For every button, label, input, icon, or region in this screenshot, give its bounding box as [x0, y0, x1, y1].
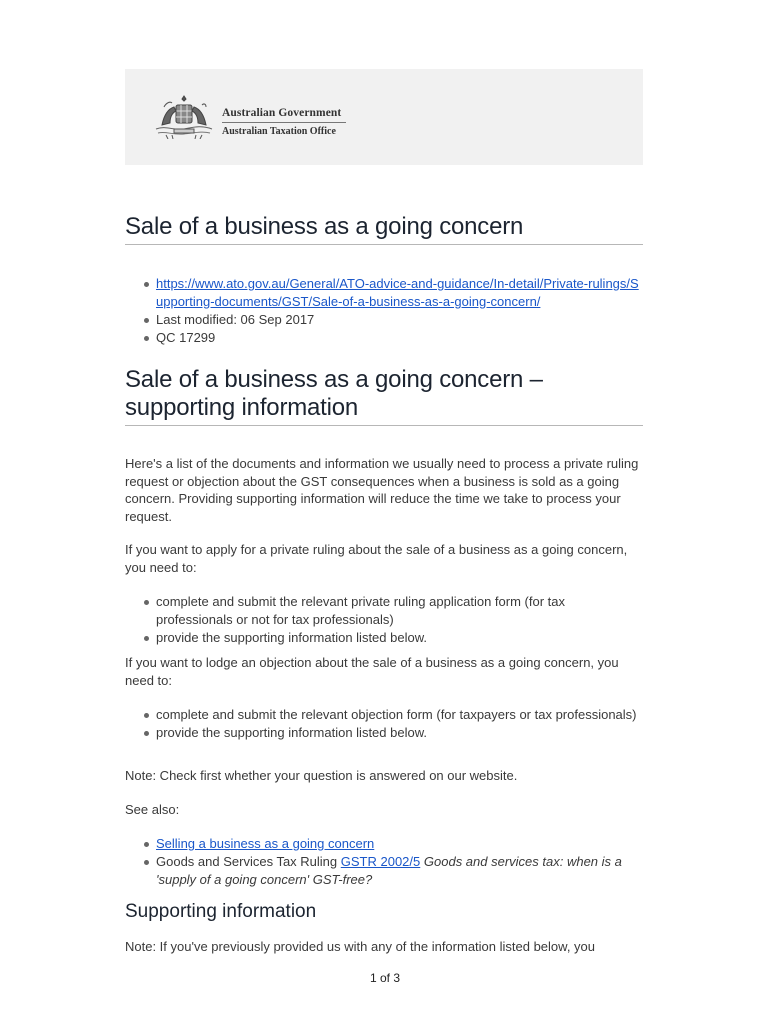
government-wordmark	[222, 107, 346, 137]
section-title: Sale of a business as a going concern – supporting information	[125, 366, 543, 421]
supporting-heading: Supporting information	[125, 901, 317, 922]
see-also-label: See also:	[125, 802, 180, 817]
list-item: complete and submit the relevant private ruling application form (for tax professionals or not for tax professionals)	[125, 593, 643, 629]
selling-business-link[interactable]: Selling a business as a going concern	[156, 836, 375, 851]
objection-steps-list	[125, 706, 643, 742]
ruling-lead-paragraph: If you want to apply for a private ruling about the sale of a business as a going concern, you need to:	[125, 542, 628, 575]
list-item	[125, 835, 643, 853]
ruling-title: Goods and services tax: when is a 'supply of a going concern' GST-free?	[156, 854, 622, 887]
list-item: provide the supporting information listed below.	[125, 629, 643, 647]
note-check-paragraph: Note: Check first whether your question is answered on our website.	[125, 768, 518, 783]
title-divider	[125, 244, 643, 245]
section-divider	[125, 425, 643, 426]
government-name: Australian Government	[222, 107, 342, 119]
page-number: 1 of 3	[369, 971, 401, 985]
last-modified: Last modified: 06 Sep 2017	[125, 311, 643, 329]
document-page	[125, 69, 643, 954]
wordmark-divider	[222, 122, 346, 123]
qc-number: QC 17299	[125, 329, 643, 347]
intro-paragraph: Here's a list of the documents and information we usually need to process a private ruling request or objection about the GST consequences when a business is sold as a going concern. Providing supporting information will reduce the time we take to process your request.	[125, 456, 639, 524]
ruling-steps-list	[125, 593, 643, 647]
header-banner	[125, 69, 643, 165]
page-title: Sale of a business as a going concern	[125, 213, 524, 240]
list-item: complete and submit the relevant objection form (for taxpayers or tax professionals)	[125, 706, 643, 724]
list-item	[125, 853, 643, 889]
gstr-link[interactable]: GSTR 2002/5	[340, 854, 421, 869]
metadata-list	[125, 275, 643, 347]
agency-name: Australian Taxation Office	[222, 126, 336, 137]
ruling-prefix: Goods and Services Tax Ruling	[156, 854, 338, 869]
objection-lead-paragraph: If you want to lodge an objection about the sale of a business as a going concern, you need to:	[125, 655, 619, 688]
source-url-link[interactable]: https://www.ato.gov.au/General/ATO-advice-and-guidance/In-detail/Private-rulings/Supporting-documents/GST/Sale-of-a-business-as-a-going-concern/	[156, 276, 639, 309]
supporting-note: Note: If you've previously provided us with any of the information listed below, you	[125, 939, 596, 954]
list-item: provide the supporting information listed below.	[125, 724, 643, 742]
list-item	[125, 275, 643, 311]
coat-of-arms-logo	[152, 95, 216, 139]
see-also-list	[125, 835, 643, 889]
